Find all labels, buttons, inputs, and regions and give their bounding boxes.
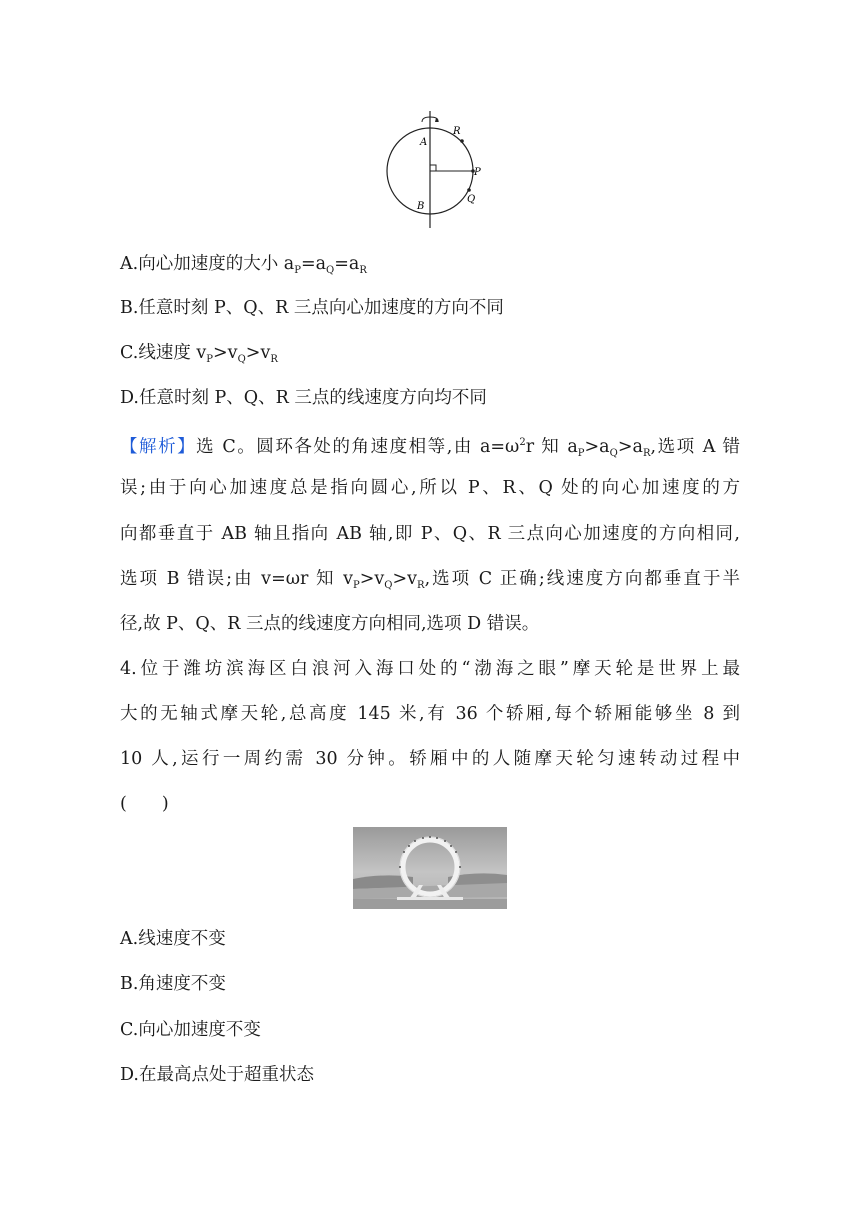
label-q: Q: [467, 194, 476, 205]
q4-option-d: D.在最高点处于超重状态: [120, 1065, 314, 1085]
q4-line-1: 4.位于潍坊滨海区白浪河入海口处的“渤海之眼”摩天轮是世界上最: [120, 659, 740, 679]
analysis-tag: 【解析】: [120, 437, 197, 457]
label-a: A: [420, 137, 428, 148]
q4-option-b: B.角速度不变: [120, 974, 226, 994]
q3-option-c: C.线速度 $v_P>v_Q>v_R$: [120, 343, 278, 365]
label-r: R: [453, 126, 461, 137]
label-p: P: [474, 167, 481, 178]
analysis-line-2: 误;由于向心加速度总是指向圆心,所以 P、R、Q 处的向心加速度的方: [120, 478, 740, 498]
ferris-wheel-photo: [353, 827, 507, 909]
analysis-line-4: 选项 B 错误;由 v=ωr 知 $v_P>v_Q>v_R$,选项 C 正确;线速度方向都垂直于半: [120, 569, 740, 591]
q4-option-c: C.向心加速度不变: [120, 1020, 261, 1040]
label-b: B: [417, 201, 425, 212]
q3-option-a: A.向心加速度的大小 $a_P=a_Q=a_R$: [120, 254, 367, 276]
analysis-line-1: 【解析】选 C。圆环各处的角速度相等,由 $a=\omega^2r$ 知 $a_P>a_Q>a_R$,选项 A 错: [120, 437, 741, 459]
q3-option-d: D.任意时刻 P、Q、R 三点的线速度方向均不同: [120, 388, 487, 408]
q4-answer-bracket: ( ): [120, 794, 169, 814]
q4-line-3: 10 人,运行一周约需 30 分钟。轿厢中的人随摩天轮匀速转动过程中: [120, 749, 740, 769]
analysis-line-5: 径,故 P、Q、R 三点的线速度方向相同,选项 D 错误。: [120, 614, 540, 634]
q3-option-b: B.任意时刻 P、Q、R 三点向心加速度的方向不同: [120, 298, 504, 318]
q4-line-2: 大的无轴式摩天轮,总高度 145 米,有 36 个轿厢,每个轿厢能够坐 8 到: [120, 704, 740, 724]
q4-option-a: A.线速度不变: [120, 929, 226, 949]
ring-diagram: [383, 108, 483, 234]
analysis-line-3: 向都垂直于 AB 轴且指向 AB 轴,即 P、Q、R 三点向心加速度的方向相同,: [120, 524, 740, 544]
